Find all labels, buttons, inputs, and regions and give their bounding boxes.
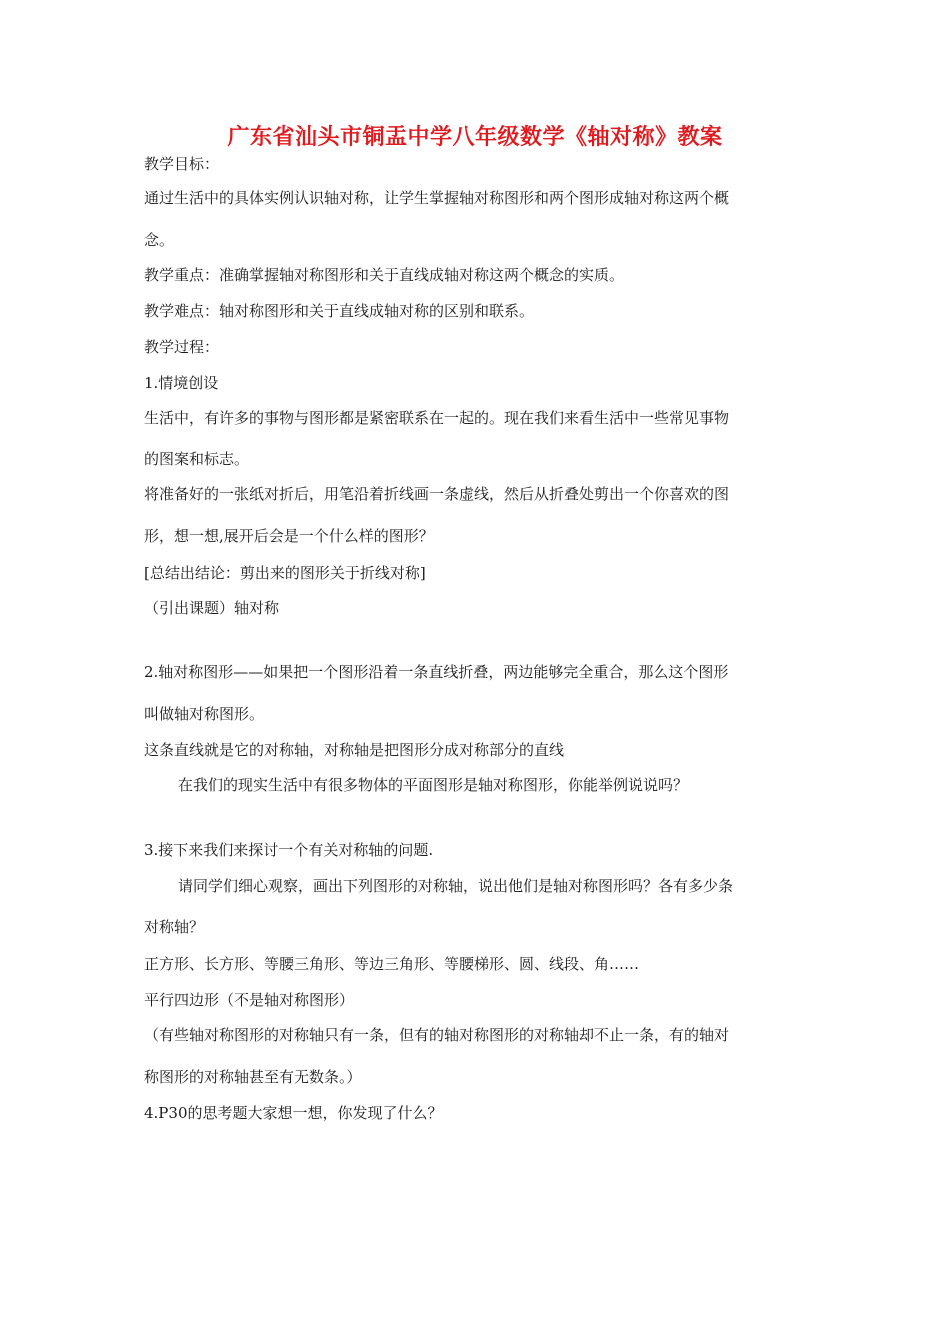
section-heading-4: 4.P30的思考题大家想一想，你发现了什么？ <box>144 1104 443 1122</box>
shape-list-line: 正方形、长方形、等腰三角形、等边三角形、等腰梯形、圆、线段、角…… <box>144 955 640 973</box>
section-heading-1: 1.情境创设 <box>144 374 219 392</box>
paragraph-line: 将准备好的一张纸对折后，用笔沿着折线画一条虚线，然后从折叠处剪出一个你喜欢的图 <box>144 485 730 503</box>
paragraph-line: 这条直线就是它的对称轴，对称轴是把图形分成对称部分的直线 <box>144 741 565 759</box>
paragraph-line: 请同学们细心观察，画出下列图形的对称轴，说出他们是轴对称图形吗？各有多少条 <box>178 877 734 895</box>
paragraph-line: 念。 <box>144 231 175 249</box>
paragraph-line: 称图形的对称轴甚至有无数条。） <box>144 1068 362 1086</box>
paragraph-line: 形，想一想,展开后会是一个什么样的图形？ <box>144 527 434 545</box>
heading-teaching-objectives: 教学目标： <box>144 155 220 173</box>
conclusion-line: [总结出结论：剪出来的图形关于折线对称] <box>144 564 426 582</box>
paragraph-line: 生活中，有许多的事物与图形都是紧密联系在一起的。现在我们来看生活中一些常见事物 <box>144 409 730 427</box>
paragraph-line: 在我们的现实生活中有很多物体的平面图形是轴对称图形，你能举例说说吗？ <box>178 776 689 794</box>
paragraph-difficulties: 教学难点：轴对称图形和关于直线成轴对称的区别和联系。 <box>144 302 535 320</box>
paragraph-line: 的图案和标志。 <box>144 450 250 468</box>
section-heading-2: 2.轴对称图形——如果把一个图形沿着一条直线折叠，两边能够完全重合，那么这个图形 <box>144 663 729 681</box>
paragraph-line: 对称轴？ <box>144 918 205 936</box>
paragraph-line: （有些轴对称图形的对称轴只有一条，但有的轴对称图形的对称轴却不止一条，有的轴对 <box>144 1026 730 1044</box>
topic-line: （引出课题）轴对称 <box>144 599 280 617</box>
paragraph-line: 叫做轴对称图形。 <box>144 705 265 723</box>
section-heading-3: 3.接下来我们来探讨一个有关对称轴的问题. <box>144 841 434 859</box>
heading-teaching-process: 教学过程： <box>144 338 220 356</box>
paragraph-line: 平行四边形（不是轴对称图形） <box>144 991 355 1009</box>
paragraph-line: 通过生活中的具体实例认识轴对称，让学生掌握轴对称图形和两个图形成轴对称这两个概 <box>144 189 730 207</box>
paragraph-key-points: 教学重点：准确掌握轴对称图形和关于直线成轴对称这两个概念的实质。 <box>144 266 625 284</box>
document-title: 广东省汕头市铜盂中学八年级数学《轴对称》教案 <box>227 125 723 150</box>
